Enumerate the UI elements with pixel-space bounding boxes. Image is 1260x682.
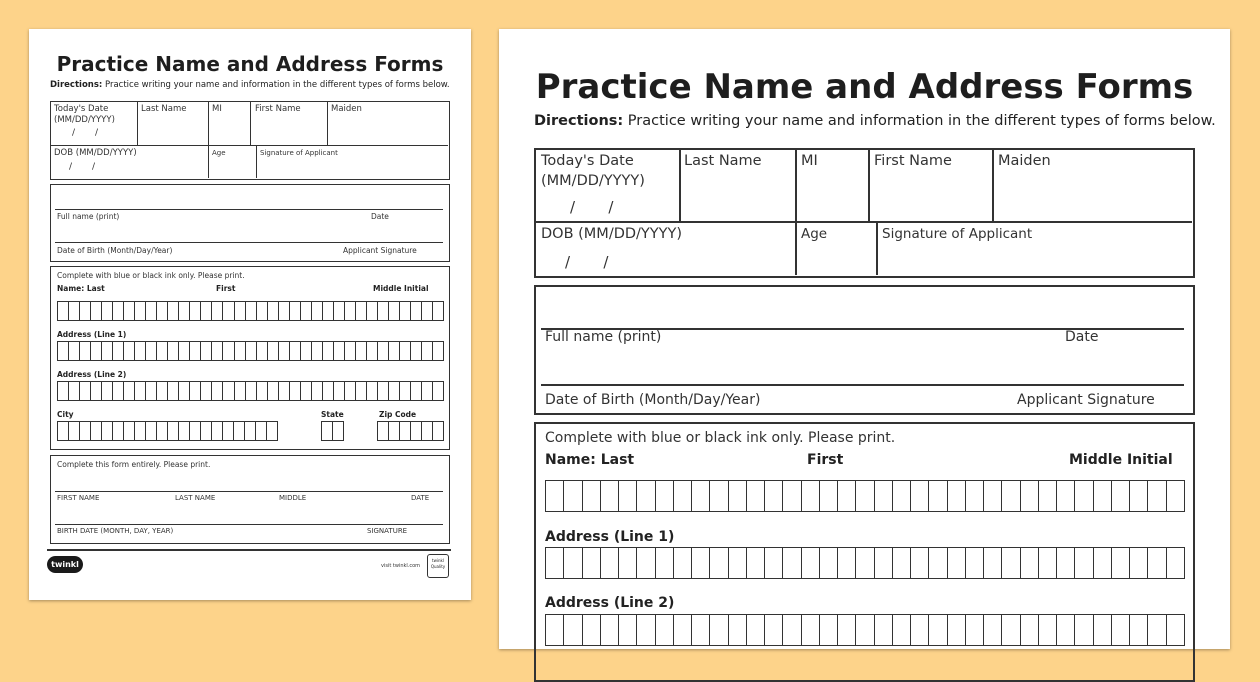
maiden-label: Maiden (331, 104, 362, 114)
birth-date-caps-label: BIRTH DATE (MONTH, DAY, YEAR) (57, 527, 174, 535)
footer-url: visit twinkl.com (381, 563, 421, 569)
form3-box (50, 266, 450, 450)
address2-label: Address (Line 2) (57, 370, 127, 379)
footer-rule (47, 549, 451, 551)
todays-date-label: Today's Date (54, 104, 109, 114)
page-title: Practice Name and Address Forms (56, 52, 444, 76)
city-boxes[interactable] (57, 421, 278, 441)
first-name-label: First Name (255, 104, 301, 114)
worksheet-preview-small (29, 29, 471, 600)
date-caps-label: DATE (411, 494, 430, 502)
state-boxes[interactable] (321, 421, 344, 441)
form1-table-large (534, 148, 1195, 278)
maiden-label-large: Maiden (998, 153, 1051, 169)
zip-label: Zip Code (379, 410, 417, 419)
dob-long-label: Date of Birth (Month/Day/Year) (57, 246, 173, 255)
address1-boxes[interactable] (57, 341, 444, 361)
age-label-large: Age (801, 226, 828, 242)
middle-caps-label: MIDDLE (279, 494, 307, 502)
name-last-label: Name: Last (57, 284, 105, 293)
directions (50, 80, 450, 90)
first-label: First (216, 284, 236, 293)
first-label-large: First (807, 452, 844, 468)
dob-field[interactable]: / / (69, 162, 96, 172)
page-title-large: Practice Name and Address Forms (535, 67, 1194, 107)
directions-text: Practice writing your name and information in the different types of forms below. (102, 80, 450, 90)
dob-label: DOB (MM/DD/YYYY) (54, 148, 137, 158)
address2-boxes[interactable] (57, 381, 444, 401)
applicant-signature-label: Applicant Signature (343, 246, 417, 255)
address1-label-large: Address (Line 1) (545, 529, 675, 545)
first-name-caps-label: FIRST NAME (57, 494, 100, 502)
signature-caps-label: SIGNATURE (367, 527, 408, 535)
twinkl-logo: twinkl (47, 556, 83, 573)
address2-boxes-large[interactable] (545, 614, 1185, 646)
todays-date-field-large[interactable]: / / (570, 198, 614, 216)
last-name-label-large: Last Name (684, 153, 762, 169)
form1-table (50, 101, 450, 180)
directions-text-large: Practice writing your name and information in the different types of forms below. (623, 113, 1216, 129)
signature-label: Signature of Applicant (260, 149, 338, 157)
worksheet-preview-large (499, 29, 1230, 649)
zip-boxes[interactable] (377, 421, 444, 441)
date-label-large: Date (1065, 329, 1099, 345)
full-name-label: Full name (print) (57, 212, 120, 221)
mi-label-large: MI (801, 153, 818, 169)
directions-label-large: Directions: (534, 113, 624, 129)
middle-initial-label-large: Middle Initial (1069, 452, 1173, 468)
form2-box-large (534, 285, 1195, 415)
first-name-label-large: First Name (874, 153, 952, 169)
name-boxes[interactable] (57, 301, 444, 321)
directions-large (534, 113, 1216, 129)
directions-label: Directions: (50, 80, 103, 90)
applicant-signature-label-large: Applicant Signature (1017, 392, 1155, 408)
address1-label: Address (Line 1) (57, 330, 127, 339)
form4-instructions: Complete this form entirely. Please print. (57, 460, 211, 469)
mi-label: MI (212, 104, 222, 114)
address2-label-large: Address (Line 2) (545, 595, 675, 611)
age-label: Age (212, 149, 226, 157)
todays-date-format-large: (MM/DD/YYYY) (541, 173, 645, 189)
todays-date-field[interactable]: / / (72, 128, 99, 138)
city-label: City (57, 410, 74, 419)
last-name-label: Last Name (141, 104, 187, 114)
address1-boxes-large[interactable] (545, 547, 1185, 579)
form3-instructions-large: Complete with blue or black ink only. Please print. (545, 430, 896, 446)
name-boxes-large[interactable] (545, 480, 1185, 512)
form3-instructions: Complete with blue or black ink only. Please print. (57, 271, 245, 280)
todays-date-format: (MM/DD/YYYY) (54, 115, 115, 125)
state-label: State (321, 410, 344, 419)
form2-box (50, 184, 450, 262)
middle-initial-label: Middle Initial (373, 284, 429, 293)
quality-badge-icon: twinkl Quality (427, 554, 449, 578)
dob-long-label-large: Date of Birth (Month/Day/Year) (545, 392, 761, 408)
signature-label-large: Signature of Applicant (882, 226, 1033, 242)
dob-field-large[interactable]: / / (565, 253, 609, 271)
full-name-label-large: Full name (print) (545, 329, 662, 345)
todays-date-label-large: Today's Date (541, 153, 634, 169)
date-label: Date (371, 212, 389, 221)
last-name-caps-label: LAST NAME (175, 494, 216, 502)
form3-box-large (534, 422, 1195, 682)
form4-box (50, 455, 450, 544)
name-last-label-large: Name: Last (545, 452, 635, 468)
dob-label-large: DOB (MM/DD/YYYY) (541, 226, 682, 242)
